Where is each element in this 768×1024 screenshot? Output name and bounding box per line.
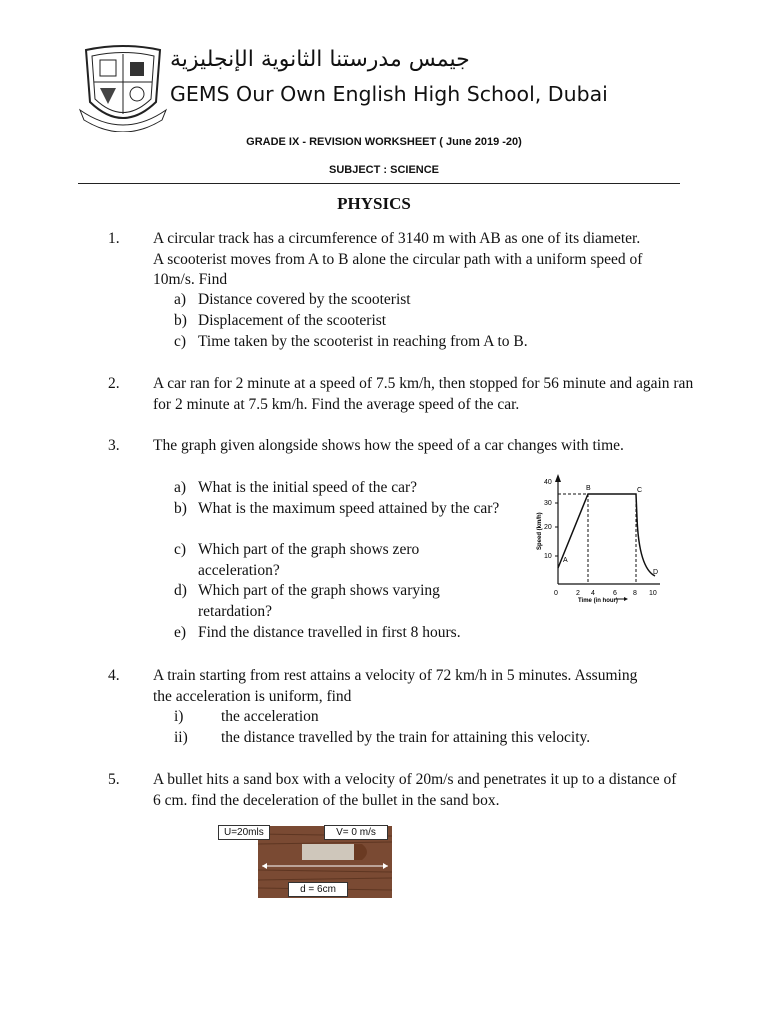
- y-tick: 30: [544, 500, 552, 507]
- final-velocity-label: V= 0 m/s: [324, 825, 388, 840]
- x-tick: 2: [576, 590, 580, 597]
- part-label: d): [174, 582, 187, 599]
- school-crest-logo: [78, 44, 168, 132]
- initial-velocity-label: U=20mls: [218, 825, 270, 840]
- question-number: 5.: [108, 771, 120, 788]
- question-text: A bullet hits a sand box with a velocity of 20m/s and penetrates it up to a distance of 6 cm. find the deceleration of the bullet in the sand box.: [153, 771, 677, 809]
- part-text: Distance covered by the scooterist: [198, 291, 411, 308]
- x-tick: 0: [554, 590, 558, 597]
- part-text: the acceleration: [221, 708, 319, 725]
- part-label: e): [174, 624, 187, 641]
- part-text: Which part of the graph shows zero acceleration?: [198, 541, 420, 579]
- section-title: PHYSICS: [337, 194, 411, 213]
- point-label-a: A: [563, 557, 568, 564]
- y-tick: 20: [544, 524, 552, 531]
- x-axis-label: Time (in hour): [578, 598, 618, 604]
- part-text: What is the maximum speed attained by the car?: [198, 500, 500, 517]
- question-number: 2.: [108, 375, 120, 392]
- part-label: ii): [174, 729, 188, 746]
- question-number: 3.: [108, 437, 120, 454]
- point-label-c: C: [637, 487, 643, 494]
- part-label: c): [174, 333, 187, 350]
- part-text: Which part of the graph shows varying retardation?: [198, 582, 440, 620]
- part-label: c): [174, 541, 187, 558]
- school-name-arabic: جيمس مدرستنا الثانوية الإنجليزية: [170, 47, 470, 72]
- question-number: 4.: [108, 667, 120, 684]
- x-tick: 8: [633, 590, 637, 597]
- y-tick: 10: [544, 553, 552, 560]
- y-axis-label: Speed (km/h): [537, 512, 543, 550]
- part-text: Find the distance travelled in first 8 hours.: [198, 624, 461, 641]
- part-label: a): [174, 291, 187, 308]
- part-label: i): [174, 708, 184, 725]
- question-text: A circular track has a circumference of 3140 m with AB as one of its diameter. A scooterist moves from A to B alone the circular path with a uniform speed of 10m/s. Find: [153, 230, 643, 288]
- speed-time-graph: [530, 468, 680, 618]
- part-label: b): [174, 500, 187, 517]
- question-text: The graph given alongside shows how the speed of a car changes with time.: [153, 437, 624, 454]
- part-text: the distance travelled by the train for attaining this velocity.: [221, 729, 591, 746]
- distance-label: d = 6cm: [288, 882, 348, 897]
- part-text: Time taken by the scooterist in reaching from A to B.: [198, 333, 528, 350]
- question-text: A train starting from rest attains a velocity of 72 km/h in 5 minutes. Assuming the acceleration is uniform, find: [153, 667, 638, 705]
- school-name: GEMS Our Own English High School, Dubai: [170, 82, 608, 106]
- y-tick: 40: [544, 479, 552, 486]
- x-tick: 10: [649, 590, 657, 597]
- question-text: A car ran for 2 minute at a speed of 7.5 km/h, then stopped for 56 minute and again ran for 2 minute at 7.5 km/h. Find the average speed of the car.: [153, 375, 694, 413]
- part-label: b): [174, 312, 187, 329]
- part-text: Displacement of the scooterist: [198, 312, 387, 329]
- part-text: What is the initial speed of the car?: [198, 479, 418, 496]
- part-label: a): [174, 479, 187, 496]
- point-label-d: D: [653, 569, 659, 576]
- subject-line: SUBJECT : SCIENCE: [328, 164, 440, 176]
- x-tick: 6: [613, 590, 617, 597]
- point-label-b: B: [586, 485, 591, 492]
- grade-line: GRADE IX - REVISION WORKSHEET ( June 2019 -20): [246, 136, 522, 148]
- header-divider: [78, 183, 680, 184]
- question-number: 1.: [108, 230, 120, 247]
- speed-curve: [558, 494, 655, 576]
- x-tick: 4: [591, 590, 595, 597]
